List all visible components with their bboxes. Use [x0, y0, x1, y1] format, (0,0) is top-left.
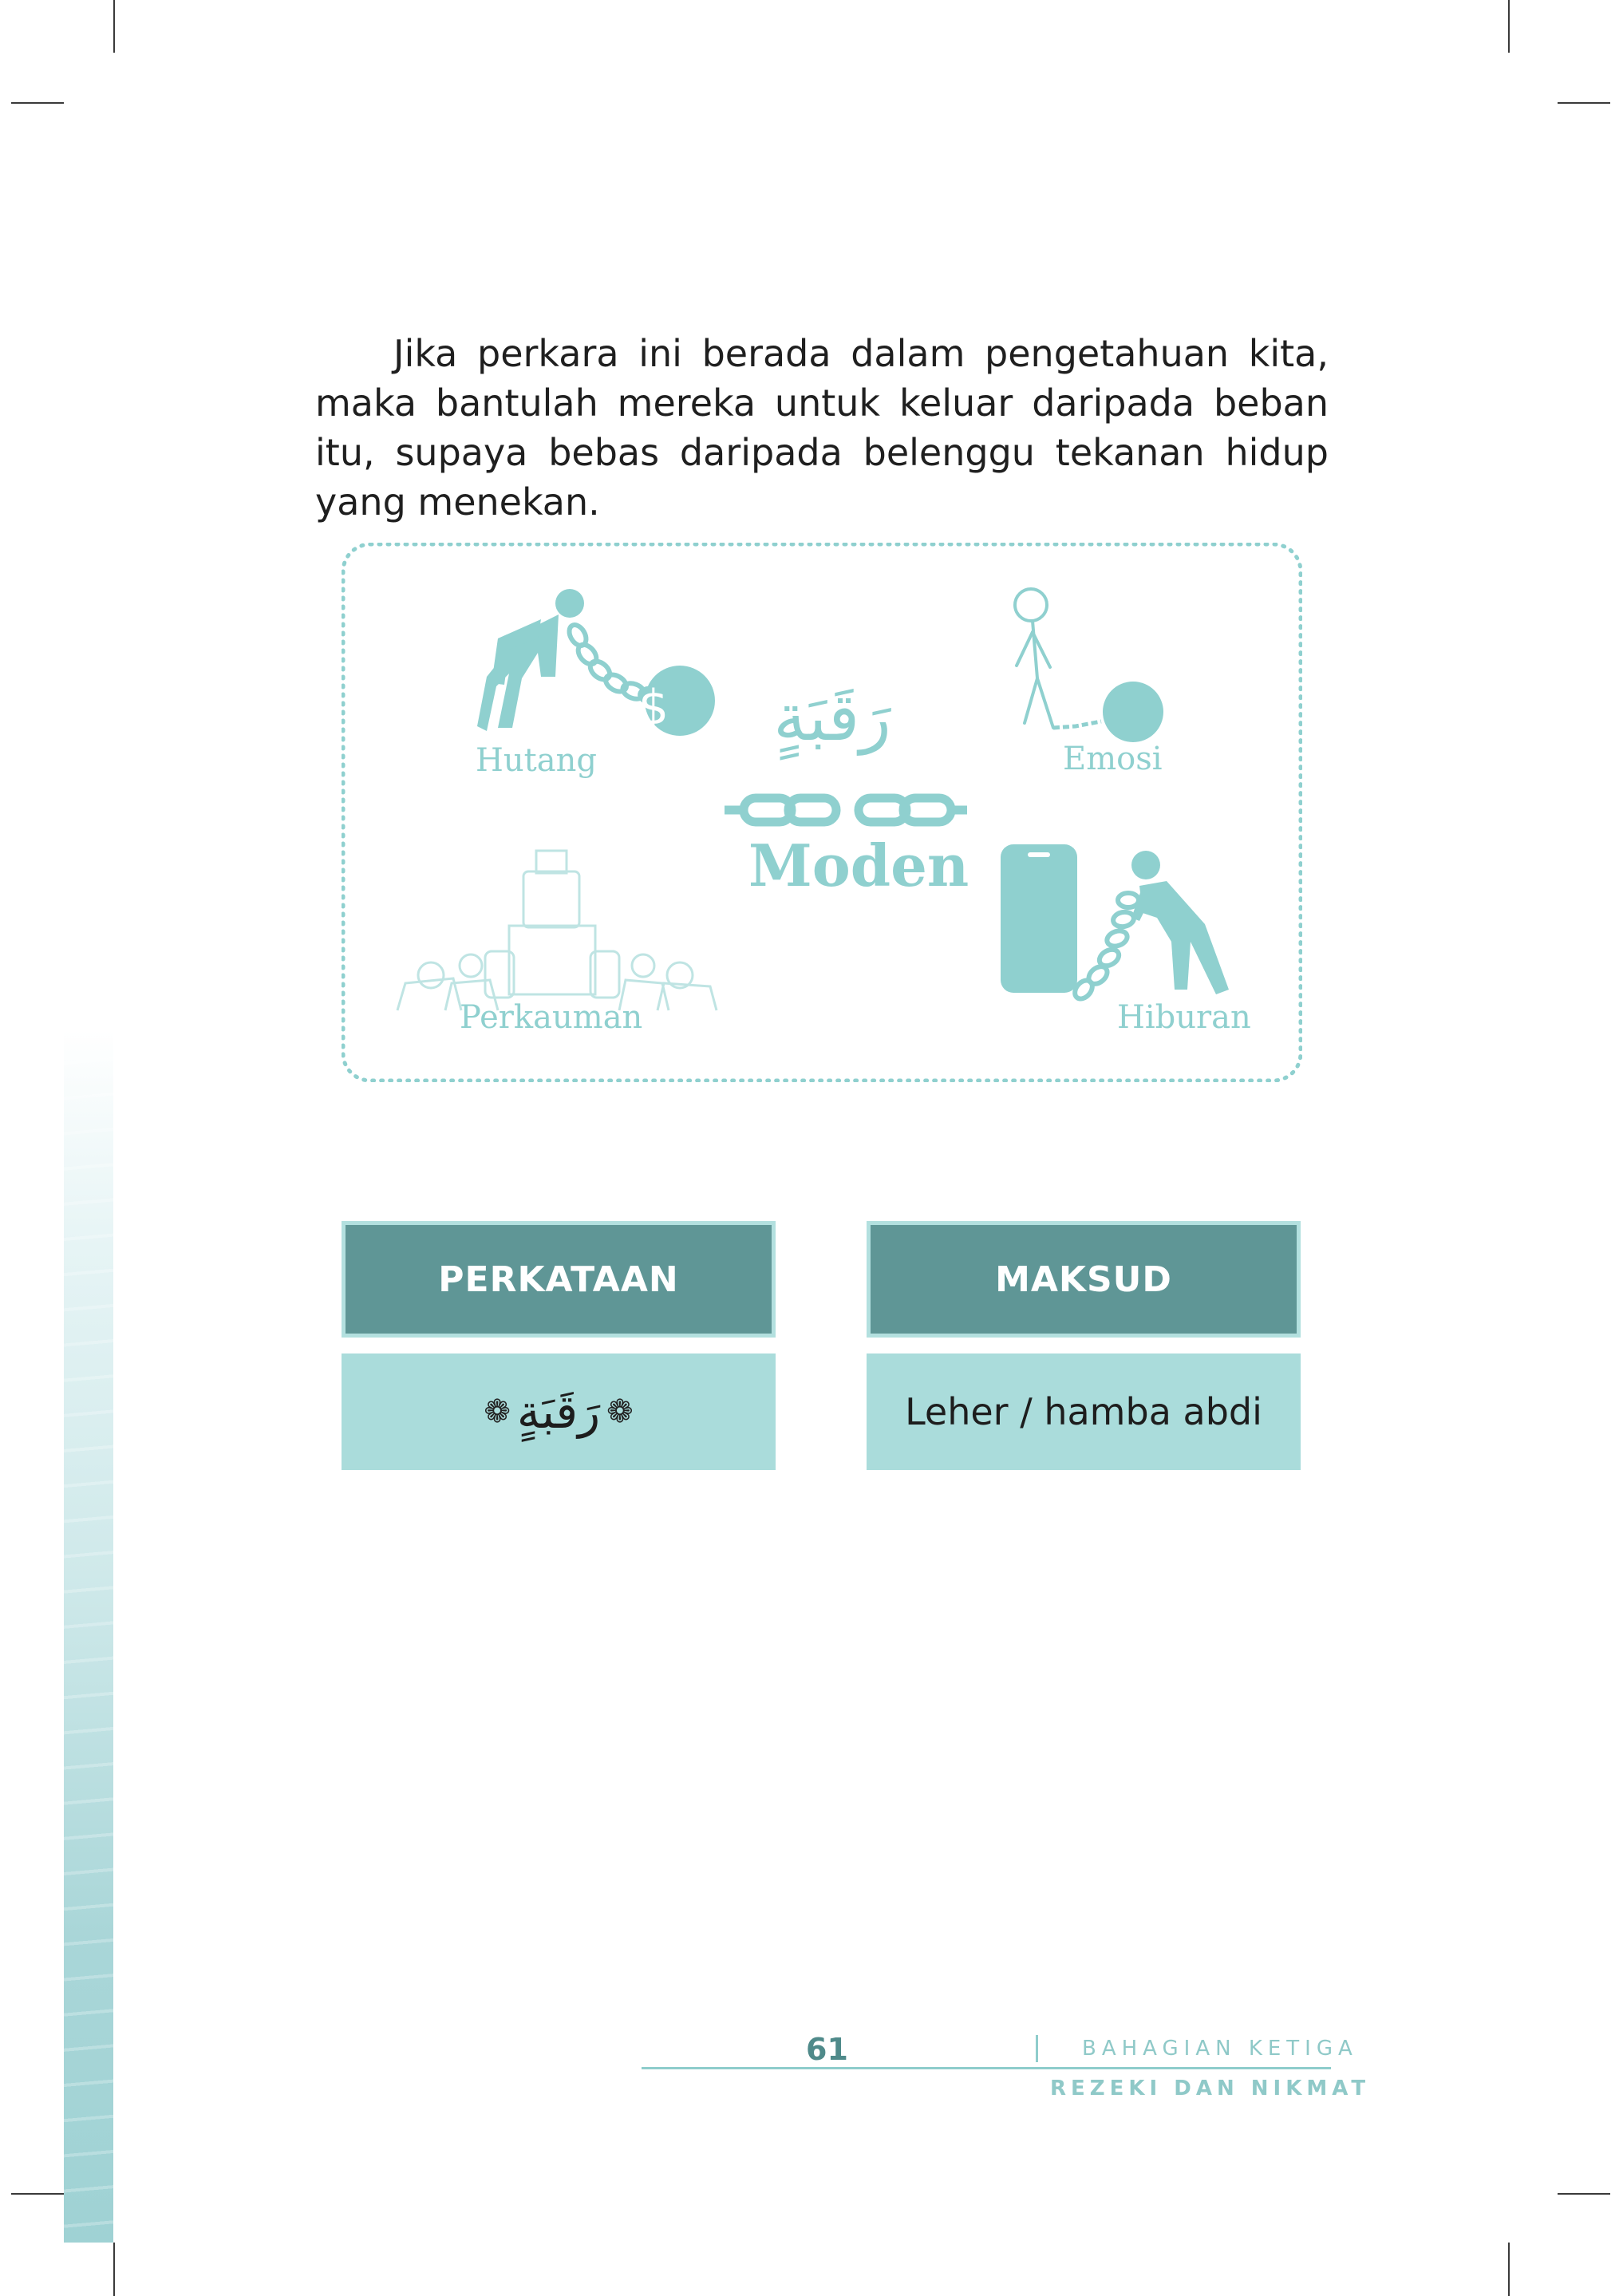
- crop-mark: [1508, 2243, 1510, 2296]
- table-cell-word: [342, 1353, 776, 1470]
- table-cell-word-text: رَقَبَةٍ: [516, 1385, 601, 1439]
- crop-mark: [113, 2243, 115, 2296]
- crop-mark: [11, 102, 64, 104]
- ornament-icon: ❁: [484, 1393, 511, 1430]
- table-header-perkataan: PERKATAAN: [342, 1221, 776, 1338]
- ball-and-chain-icon: [1053, 682, 1163, 742]
- label-perkauman: Perkauman: [460, 999, 643, 1036]
- dollar-symbol: $: [638, 680, 669, 736]
- crop-mark: [113, 0, 115, 53]
- crop-mark: [1558, 102, 1610, 104]
- table-header-maksud: MAKSUD: [867, 1221, 1301, 1338]
- footer-separator: [1036, 2035, 1038, 2062]
- stick-figure-icon: [1015, 589, 1053, 728]
- throne-icon: [397, 851, 717, 1010]
- illustration-panel: [342, 543, 1302, 1082]
- crop-mark: [1508, 0, 1510, 53]
- footer-rule: [642, 2067, 1331, 2069]
- ornament-icon: ❁: [606, 1393, 634, 1430]
- table-cell-meaning: Leher / hamba abdi: [867, 1353, 1301, 1470]
- label-hiburan: Hiburan: [1117, 999, 1251, 1036]
- body-paragraph: [315, 329, 1329, 527]
- label-emosi: Emosi: [1063, 741, 1163, 777]
- page-number: 61: [806, 2032, 848, 2067]
- crop-mark: [11, 2193, 64, 2195]
- decorative-side-strip: [64, 1029, 113, 2243]
- footer-section: BAHAGIAN KETIGA: [1082, 2037, 1358, 2061]
- crop-mark: [1558, 2193, 1610, 2195]
- chain-icon: [1072, 893, 1139, 1002]
- body-paragraph-text: Jika perkara ini berada dalam pengetahuan kita, maka bantulah mereka untuk keluar daripada beban itu, supaya bebas daripada belenggu tekanan hidup yang menekan.: [315, 332, 1329, 524]
- footer-chapter: REZEKI DAN NIKMAT: [1050, 2077, 1371, 2100]
- label-hutang: Hutang: [476, 742, 597, 779]
- broken-chain-icon: [725, 798, 967, 822]
- center-arabic-word: رَقَبَةٍ: [773, 680, 891, 756]
- chained-man-icon: [1131, 851, 1229, 994]
- phone-icon: [1001, 844, 1077, 993]
- chained-man-icon: [477, 589, 584, 731]
- center-word-moden: Moden: [748, 832, 969, 899]
